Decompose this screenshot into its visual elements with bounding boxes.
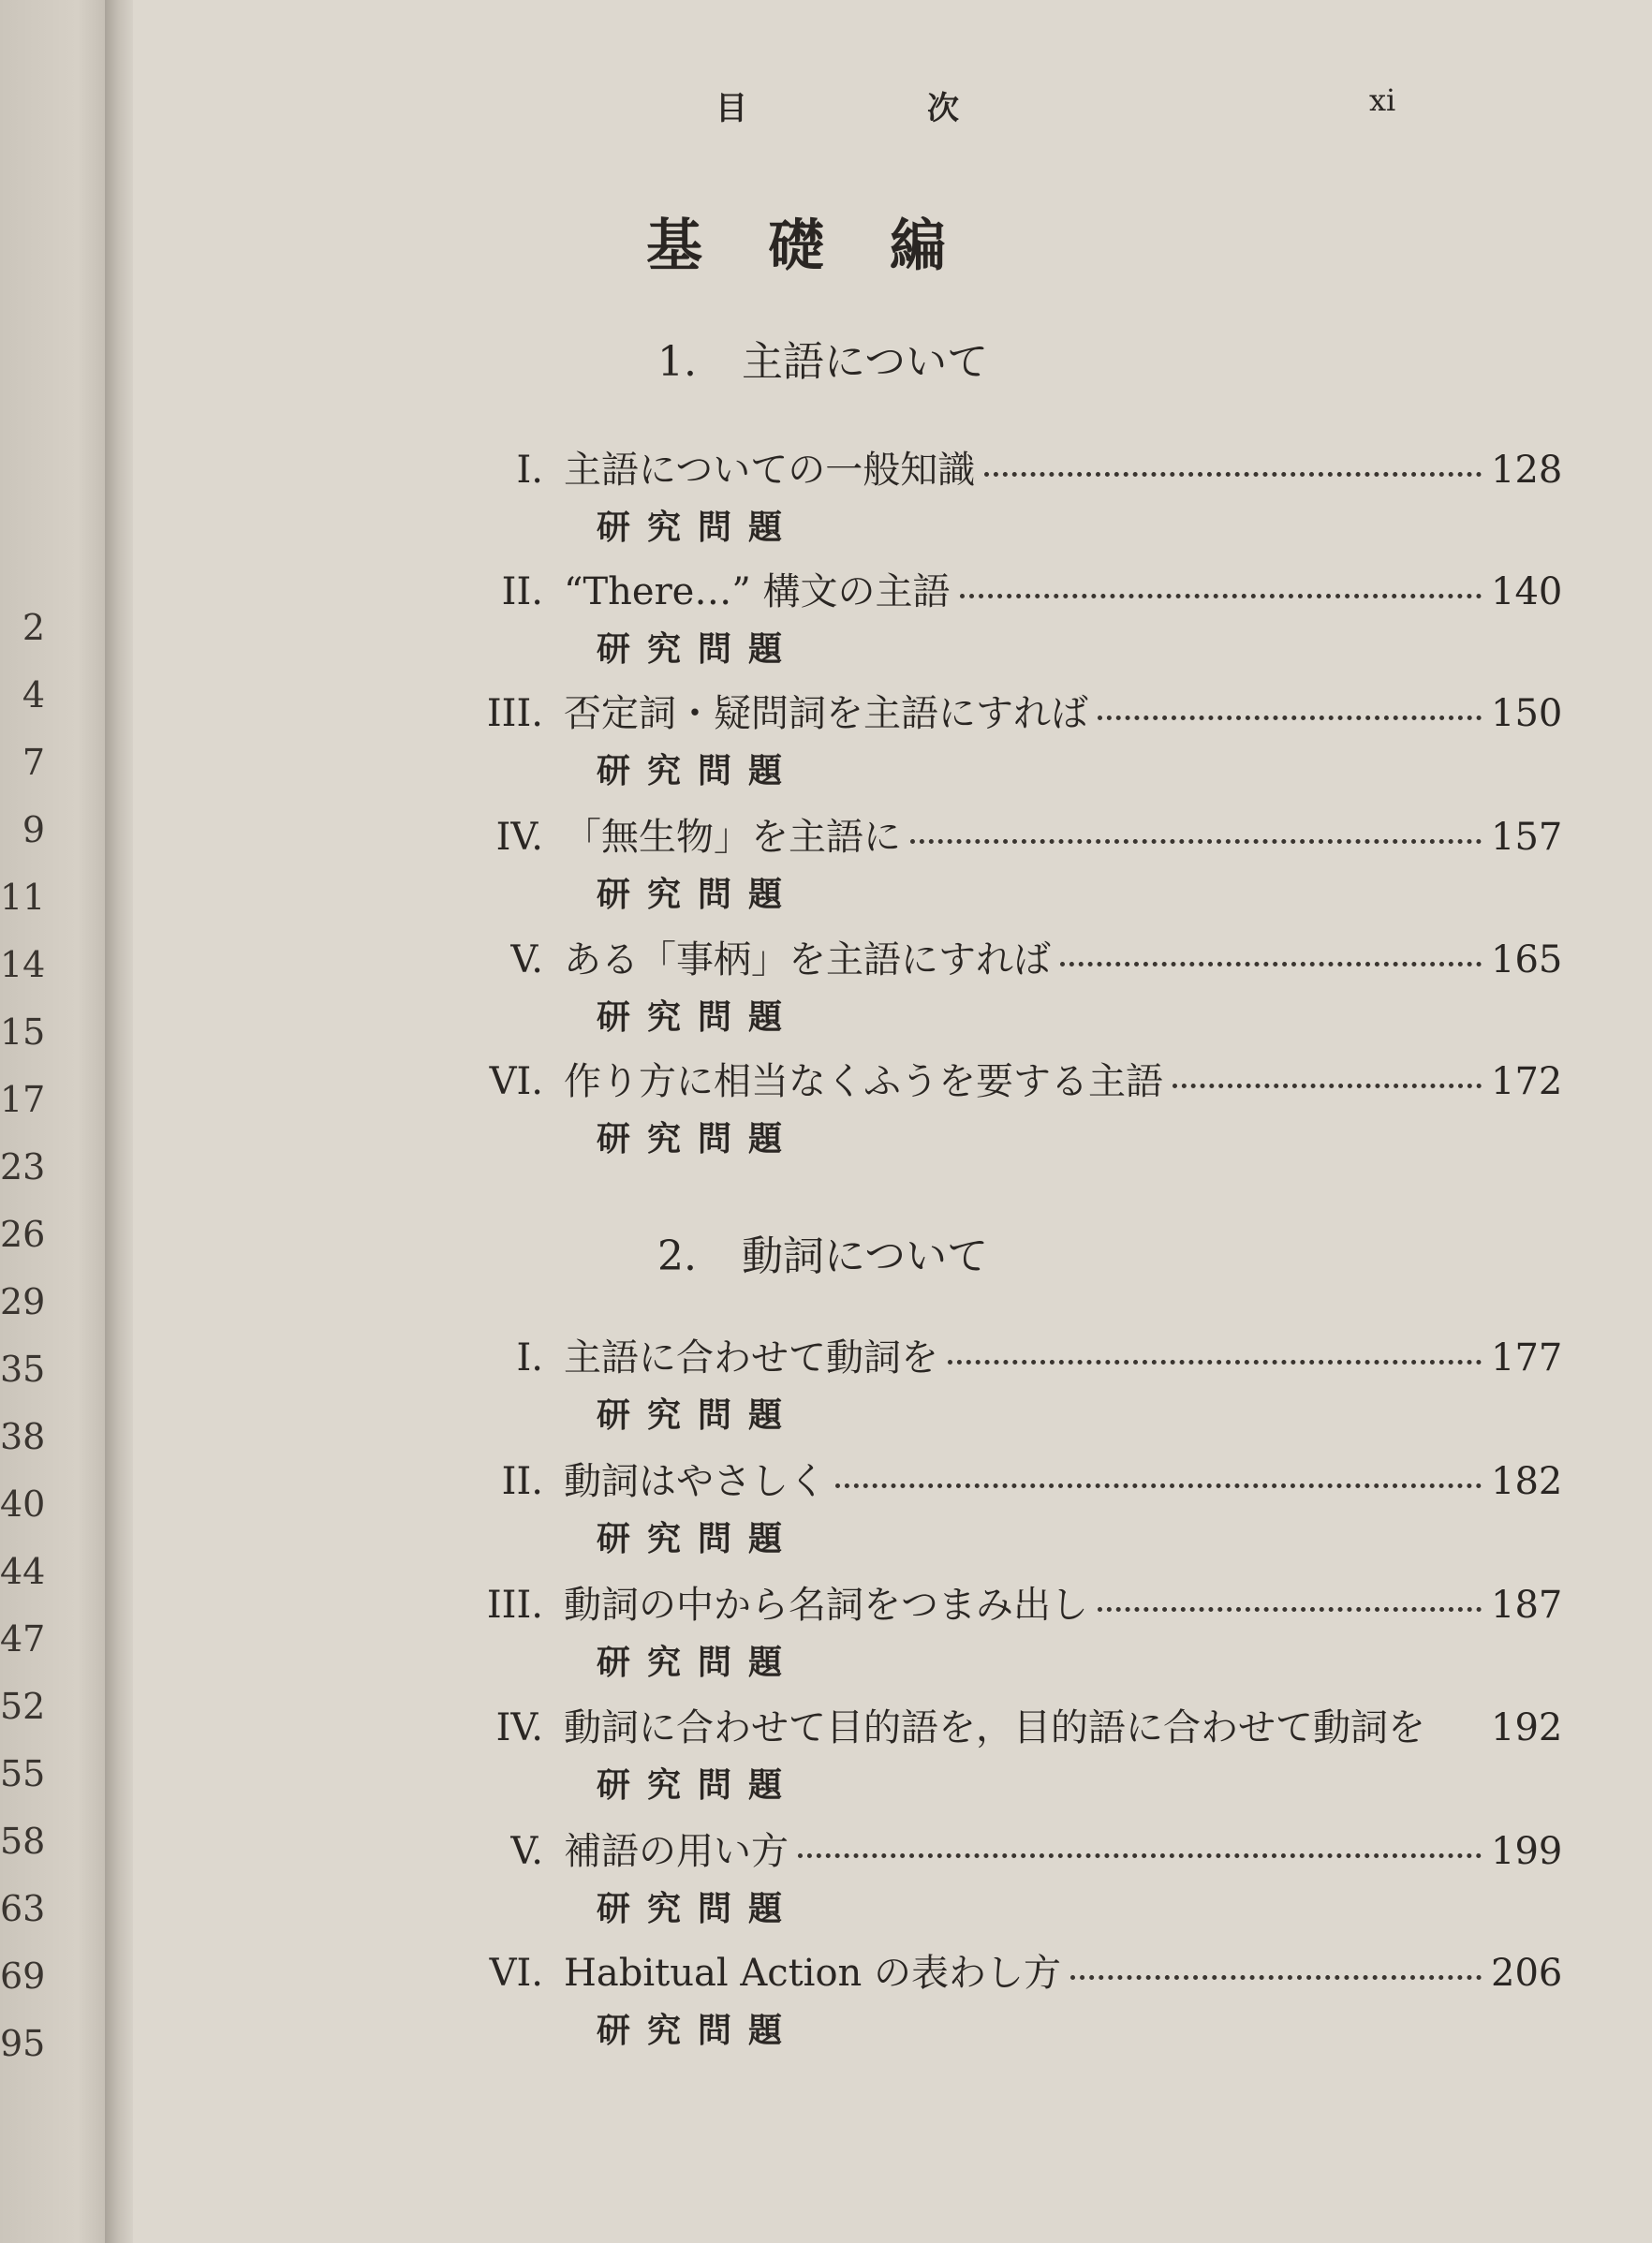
dot-leader [1070,1975,1482,1980]
previous-page-number: 95 [0,2023,46,2064]
dot-leader [960,594,1482,598]
study-questions: 研究問題 [597,508,800,547]
study-questions: 研究問題 [597,1119,800,1158]
entry-number: VI. [489,1952,543,1995]
toc-entry[interactable] [433,1328,1563,1384]
entry-page-number: 172 [1491,1060,1563,1103]
study-questions: 研究問題 [597,1889,800,1928]
previous-page-number: 17 [0,1079,46,1120]
toc-entry[interactable] [433,1943,1563,2000]
dot-leader [1098,1607,1482,1612]
toc-entry[interactable] [433,440,1563,496]
entry-title: 動詞の中から名詞をつまみ出し [564,1584,1088,1627]
previous-page-number: 55 [0,1753,46,1794]
entry-number: V. [510,938,543,981]
entry-page-number: 187 [1491,1584,1563,1627]
page-folio: xi [1369,82,1396,118]
toc-entry[interactable] [433,1822,1563,1878]
chapter-heading [657,328,988,388]
previous-page-number: 63 [0,1888,46,1929]
study-questions: 研究問題 [597,629,800,669]
entry-number: III. [486,692,543,735]
previous-page-number: 52 [0,1686,46,1727]
previous-page-number: 7 [22,742,45,783]
previous-page-number: 11 [0,877,46,918]
entry-title: ある「事柄」を主語にすれば [564,938,1051,981]
entry-page-number: 182 [1491,1460,1563,1503]
part-title: 基礎編 [646,214,1011,279]
toc-entry[interactable] [433,807,1563,863]
toc-entry[interactable] [433,1052,1563,1108]
entry-title: 主語についての一般知識 [564,449,976,492]
entry-number: V. [510,1830,543,1873]
entry-number: VI. [489,1060,543,1103]
entry-number: I. [516,1336,543,1380]
previous-page-number: 9 [22,809,45,850]
study-questions: 研究問題 [597,1395,800,1435]
previous-page-number: 58 [0,1821,46,1862]
chapter-number: 1. [657,338,697,386]
entry-title: 動詞に合わせて目的語を，目的語に合わせて動詞を [564,1706,1425,1749]
chapter-heading [657,1222,988,1282]
toc-entry[interactable] [433,1575,1563,1631]
entry-number: III. [486,1584,543,1627]
running-head-left: 目 [715,90,747,127]
study-questions: 研究問題 [597,875,800,914]
dot-leader [798,1853,1482,1858]
running-head-center: 次 [927,90,959,127]
previous-page-edge [0,0,111,2243]
entry-title: 「無生物」を主語に [564,816,901,859]
previous-page-number: 38 [0,1416,46,1457]
entry-number: II. [501,570,543,613]
entry-page-number: 140 [1491,570,1563,613]
study-questions: 研究問題 [597,1765,800,1805]
previous-page-number: 44 [0,1551,46,1592]
entry-title: 否定詞・疑問詞を主語にすれば [564,692,1088,735]
entry-title: “There…” 構文の主語 [564,570,951,613]
dot-leader [984,472,1482,477]
study-questions: 研究問題 [597,1519,800,1558]
entry-title: Habitual Action の表わし方 [564,1952,1062,1995]
previous-page-number: 69 [0,1955,46,1997]
study-questions: 研究問題 [597,2011,800,2050]
study-questions: 研究問題 [597,1643,800,1682]
entry-number: II. [501,1460,543,1503]
dot-leader [1098,716,1482,720]
previous-page-number: 29 [0,1281,46,1322]
entry-page-number: 150 [1491,692,1563,735]
entry-title: 補語の用い方 [564,1830,789,1873]
dot-leader [1173,1084,1482,1088]
previous-page-number: 40 [0,1483,46,1525]
toc-entry[interactable] [433,562,1563,618]
entry-page-number: 206 [1491,1952,1563,1995]
entry-title: 作り方に相当なくふうを要する主語 [564,1060,1163,1103]
previous-page-number: 2 [22,607,45,648]
dot-leader [948,1360,1482,1365]
chapter-title: 動詞について [742,1232,989,1280]
previous-page-number: 23 [0,1146,46,1188]
entry-page-number: 177 [1491,1336,1563,1380]
previous-page-number: 47 [0,1618,46,1660]
toc-entry[interactable] [433,1698,1563,1754]
entry-page-number: 199 [1491,1830,1563,1873]
chapter-number: 2. [657,1232,697,1280]
study-questions: 研究問題 [597,751,800,790]
toc-entry[interactable] [433,684,1563,740]
dot-leader [835,1483,1482,1488]
toc-entry[interactable] [433,1452,1563,1508]
previous-page-number: 4 [22,674,45,716]
previous-page-number: 35 [0,1349,46,1390]
entry-page-number: 165 [1491,938,1563,981]
chapter-title: 主語について [742,338,989,386]
entry-title: 動詞はやさしく [564,1460,826,1503]
entry-page-number: 128 [1491,449,1563,492]
dot-leader [910,839,1482,844]
entry-title: 主語に合わせて動詞を [564,1336,938,1380]
entry-page-number: 157 [1491,816,1563,859]
entry-number: IV. [495,1706,543,1749]
toc-entry[interactable] [433,930,1563,986]
entry-number: IV. [495,816,543,859]
toc-page [133,0,1652,2243]
previous-page-number: 14 [0,944,46,985]
previous-page-number: 15 [0,1011,46,1053]
dot-leader [1060,962,1482,967]
entry-page-number: 192 [1491,1706,1563,1749]
entry-number: I. [516,449,543,492]
study-questions: 研究問題 [597,997,800,1037]
book-gutter [105,0,133,2243]
previous-page-number: 26 [0,1214,46,1255]
